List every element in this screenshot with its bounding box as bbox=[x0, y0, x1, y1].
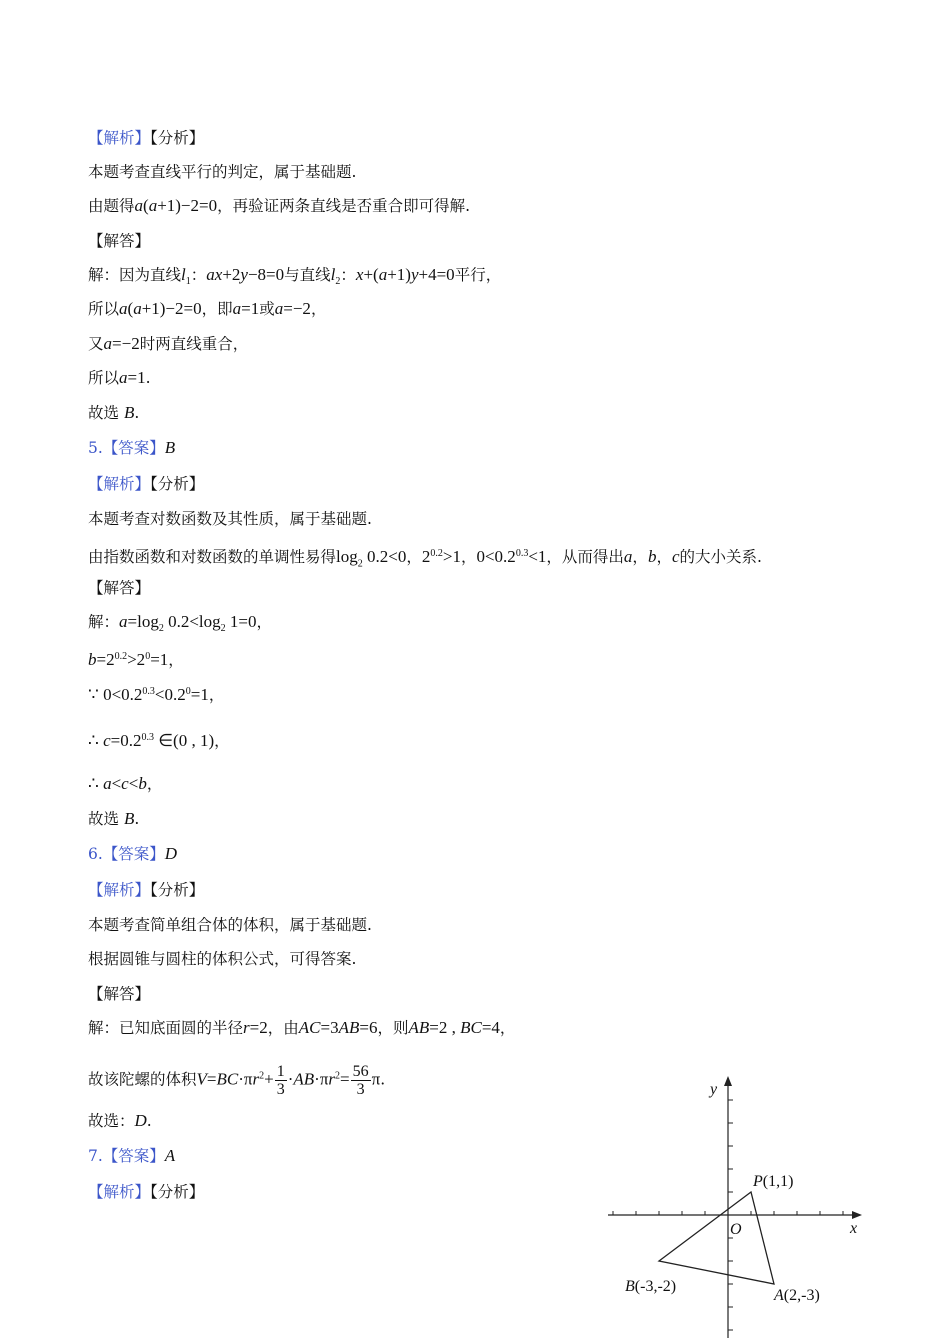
text-segment: A bbox=[164, 1146, 176, 1165]
text-segment: · bbox=[287, 1069, 294, 1089]
text-segment: B bbox=[123, 809, 135, 828]
text-line bbox=[88, 161, 356, 183]
text-segment: 本题考查简单组合体的体积，属于基础题. bbox=[88, 916, 372, 934]
text-line bbox=[88, 264, 501, 293]
text-segment: b bbox=[138, 774, 147, 793]
text-segment: 2 bbox=[220, 623, 226, 635]
text-segment: c bbox=[121, 774, 129, 793]
text-segment: 2 bbox=[357, 558, 363, 570]
text-segment: 平行， bbox=[454, 266, 502, 284]
text-segment: B bbox=[164, 438, 176, 457]
text-segment: D bbox=[164, 844, 178, 863]
text-segment: = bbox=[206, 1069, 217, 1089]
text-segment: =2 , bbox=[429, 1018, 461, 1037]
coordinate-figure bbox=[600, 1070, 870, 1342]
text-segment: ax bbox=[206, 265, 223, 284]
text-line bbox=[88, 646, 184, 671]
text-segment: a bbox=[103, 774, 112, 793]
text-segment: x bbox=[355, 265, 364, 284]
text-line bbox=[88, 437, 175, 459]
section-label: 【解析】 bbox=[88, 475, 151, 493]
text-segment: 0.2 bbox=[430, 548, 443, 559]
text-segment: <1 bbox=[528, 547, 547, 567]
text-segment: 0.2<log bbox=[163, 612, 221, 631]
origin-label: O bbox=[730, 1221, 742, 1238]
text-line bbox=[88, 543, 762, 575]
point-label-a: A(2,-3) bbox=[774, 1287, 820, 1304]
text-segment: 0 bbox=[185, 686, 191, 697]
text-segment: ，从而得出 bbox=[546, 548, 624, 567]
text-segment: 故选 bbox=[88, 404, 124, 422]
text-segment: 【分析】 bbox=[150, 881, 205, 899]
text-segment: ， bbox=[256, 613, 272, 631]
text-segment: 由指数函数和对数函数的单调性易得 bbox=[88, 548, 337, 567]
text-segment: V bbox=[196, 1069, 207, 1089]
text-segment: 1=0 bbox=[225, 612, 257, 631]
text-segment: 时两直线重合， bbox=[139, 335, 249, 353]
text-segment: −8=0 bbox=[247, 265, 285, 284]
x-axis-label: x bbox=[850, 1220, 858, 1237]
text-segment: 故选： bbox=[88, 1112, 135, 1130]
text-line bbox=[88, 473, 204, 495]
text-segment: ∴ bbox=[88, 731, 104, 751]
text-segment: 本题考查直线平行的判定，属于基础题. bbox=[88, 163, 357, 181]
text-segment: 解：已知底面圆的半径 bbox=[88, 1019, 244, 1037]
text-segment: 【解答】 bbox=[88, 232, 151, 250]
text-segment: a bbox=[119, 299, 128, 318]
text-segment: ， bbox=[499, 1019, 516, 1037]
text-segment: 0.3 bbox=[141, 732, 154, 743]
text-segment: AB bbox=[293, 1069, 315, 1089]
text-segment: log bbox=[336, 547, 358, 567]
text-segment: ( bbox=[143, 196, 149, 215]
text-segment: =1 bbox=[150, 650, 169, 670]
text-segment: AB bbox=[408, 1018, 430, 1037]
text-segment: b bbox=[88, 650, 97, 670]
text-segment: r bbox=[252, 1069, 260, 1089]
text-segment: 2 bbox=[158, 623, 164, 635]
text-line bbox=[88, 333, 248, 355]
text-line bbox=[88, 611, 272, 640]
text-line bbox=[88, 402, 139, 424]
text-segment: ，则 bbox=[377, 1019, 409, 1037]
text-segment: 【分析】 bbox=[150, 475, 205, 493]
text-segment: 由题得 bbox=[88, 197, 135, 215]
text-segment: 【解答】 bbox=[88, 579, 151, 597]
text-line bbox=[88, 127, 204, 149]
text-segment: a bbox=[148, 196, 158, 215]
text-segment: B bbox=[123, 403, 135, 422]
text-segment: ， bbox=[310, 300, 327, 318]
text-segment: ( bbox=[127, 299, 134, 318]
y-axis-arrow bbox=[724, 1076, 732, 1086]
text-segment: 故该陀螺的体积 bbox=[88, 1070, 197, 1089]
text-segment: ∴ bbox=[88, 774, 104, 793]
text-line bbox=[88, 983, 150, 1005]
text-segment: ·π bbox=[238, 1069, 253, 1089]
text-segment: 0<0.2 bbox=[476, 547, 516, 567]
text-segment: +1)−2=0 bbox=[157, 196, 218, 215]
section-label: 6.【答案】 bbox=[88, 845, 165, 863]
text-segment: +1) bbox=[387, 265, 411, 284]
text-segment: ·π bbox=[314, 1069, 329, 1089]
text-segment: ， bbox=[460, 548, 477, 567]
text-segment: a bbox=[134, 196, 144, 215]
text-segment: 0.2 bbox=[114, 651, 128, 662]
text-segment: 故选 bbox=[88, 810, 124, 828]
text-segment: =2 bbox=[96, 650, 115, 670]
text-segment: a bbox=[103, 334, 113, 353]
text-line bbox=[88, 230, 150, 252]
text-segment: 与直线 bbox=[284, 266, 331, 284]
text-segment: AB bbox=[338, 1018, 360, 1037]
text-segment: 解： bbox=[88, 613, 120, 631]
text-segment: 2 bbox=[335, 276, 341, 288]
text-segment: ， bbox=[632, 548, 648, 567]
text-segment: < bbox=[111, 774, 122, 793]
text-line bbox=[88, 681, 224, 706]
text-segment: 2 bbox=[421, 547, 431, 567]
text-line bbox=[88, 773, 162, 795]
text-segment: +( bbox=[363, 265, 379, 284]
text-segment: 的大小关系. bbox=[679, 548, 762, 567]
fraction: $\frac{56}{3}$ bbox=[352, 1063, 369, 1098]
y-axis-label: y bbox=[710, 1081, 718, 1098]
text-segment: =0.2 bbox=[110, 731, 142, 751]
text-segment: . bbox=[134, 810, 140, 828]
text-segment: 2 bbox=[335, 1070, 341, 1082]
text-segment: AC bbox=[298, 1018, 321, 1037]
text-line bbox=[88, 843, 177, 865]
text-segment: 本题考查对数函数及其性质，属于基础题. bbox=[88, 510, 372, 528]
text-segment: l bbox=[330, 265, 336, 284]
text-segment: ，再验证两条直线是否重合即可得解. bbox=[217, 197, 471, 215]
text-segment: =4 bbox=[481, 1018, 500, 1037]
text-segment: 【分析】 bbox=[150, 1183, 205, 1201]
text-segment: BC bbox=[216, 1069, 239, 1089]
text-segment: +2 bbox=[222, 265, 241, 284]
text-segment: =6 bbox=[359, 1018, 378, 1037]
section-label: 5.【答案】 bbox=[88, 439, 165, 457]
text-segment: 根据圆锥与圆柱的体积公式，可得答案. bbox=[88, 950, 357, 968]
text-line bbox=[88, 1017, 515, 1039]
text-line bbox=[88, 1145, 175, 1167]
point-labels bbox=[625, 1081, 857, 1304]
text-segment: . bbox=[134, 404, 140, 422]
text-segment: l bbox=[181, 265, 186, 284]
text-line bbox=[88, 367, 151, 389]
text-segment: =1 bbox=[190, 685, 209, 705]
text-segment: ， bbox=[208, 686, 225, 705]
text-segment: ， bbox=[406, 548, 422, 567]
text-segment: ， bbox=[656, 548, 672, 567]
text-segment: >2 bbox=[127, 650, 146, 670]
text-segment: + bbox=[264, 1069, 274, 1089]
fraction: $\frac{1}{3}$ bbox=[276, 1063, 285, 1098]
text-segment: ， bbox=[146, 775, 163, 793]
text-segment: a bbox=[378, 265, 388, 284]
text-segment: r bbox=[328, 1069, 336, 1089]
text-segment: 0.3 bbox=[515, 548, 529, 559]
text-segment: r bbox=[243, 1018, 250, 1037]
text-segment: 又 bbox=[88, 335, 104, 353]
text-segment: π bbox=[371, 1069, 381, 1089]
text-segment: y bbox=[240, 265, 248, 284]
text-line bbox=[88, 879, 204, 901]
text-segment: =2 bbox=[249, 1018, 268, 1037]
text-segment: . bbox=[380, 1070, 386, 1089]
text-line bbox=[88, 1181, 204, 1203]
text-segment: = bbox=[340, 1069, 350, 1089]
text-segment: =1 bbox=[241, 299, 260, 318]
text-segment: a bbox=[232, 299, 242, 318]
text-line bbox=[88, 1110, 152, 1132]
text-line bbox=[88, 948, 356, 970]
text-segment: BC bbox=[460, 1018, 482, 1037]
text-segment: . bbox=[146, 1112, 152, 1130]
text-segment: 解：因为直线 bbox=[88, 266, 182, 284]
text-segment: ： bbox=[190, 266, 207, 284]
text-segment: . bbox=[145, 369, 151, 387]
text-segment: a bbox=[119, 368, 128, 387]
text-segment: +1)−2=0 bbox=[141, 299, 202, 318]
text-segment: =1 bbox=[127, 368, 146, 387]
text-segment: 所以 bbox=[88, 300, 120, 318]
text-segment: <0.2 bbox=[154, 685, 186, 705]
text-segment: c bbox=[671, 547, 680, 567]
text-segment: b bbox=[647, 547, 657, 567]
point-label-b: B(-3,-2) bbox=[625, 1278, 677, 1295]
text-line bbox=[88, 195, 470, 217]
text-line bbox=[88, 1063, 385, 1098]
text-segment: 【解答】 bbox=[88, 985, 151, 1003]
text-line bbox=[88, 508, 372, 530]
section-label: 【解析】 bbox=[88, 1183, 151, 1201]
text-line bbox=[88, 298, 326, 320]
section-label: 【解析】 bbox=[88, 881, 151, 899]
text-segment: 1 bbox=[185, 276, 191, 288]
text-segment: =−2 bbox=[283, 299, 311, 318]
text-segment: 0 bbox=[145, 651, 151, 662]
text-segment: a bbox=[274, 299, 284, 318]
text-segment: 2 bbox=[259, 1070, 265, 1082]
text-segment: ∵ 0<0.2 bbox=[88, 685, 143, 705]
text-segment: 0.2<0 bbox=[362, 547, 407, 567]
text-line bbox=[88, 914, 372, 936]
text-segment: a bbox=[119, 612, 128, 631]
text-segment: 0.3 bbox=[142, 686, 155, 697]
text-segment: ∈(0 , 1) bbox=[153, 731, 215, 751]
text-segment: 所以 bbox=[88, 369, 120, 387]
x-axis-arrow bbox=[852, 1211, 862, 1219]
text-segment: =3 bbox=[320, 1018, 339, 1037]
section-label: 7.【答案】 bbox=[88, 1147, 165, 1165]
text-segment: >1 bbox=[442, 547, 461, 567]
text-segment: +4=0 bbox=[418, 265, 455, 284]
text-segment: ： bbox=[340, 266, 356, 284]
text-segment: =log bbox=[127, 612, 159, 631]
text-segment: < bbox=[128, 774, 139, 793]
axes bbox=[608, 1076, 862, 1338]
text-line bbox=[88, 727, 230, 752]
text-segment: a bbox=[623, 547, 633, 567]
triangle-pab bbox=[659, 1192, 774, 1284]
text-segment: D bbox=[134, 1111, 147, 1130]
point-label-p: P(1,1) bbox=[753, 1173, 794, 1190]
text-segment: ，由 bbox=[267, 1019, 299, 1037]
text-segment: 或 bbox=[259, 300, 275, 318]
text-line bbox=[88, 577, 150, 599]
text-segment: y bbox=[410, 265, 419, 284]
text-segment: =−2 bbox=[112, 334, 140, 353]
section-label: 【解析】 bbox=[88, 129, 151, 147]
text-segment: c bbox=[103, 731, 111, 751]
text-line bbox=[88, 808, 139, 830]
text-segment: ， bbox=[168, 651, 184, 670]
text-segment: ， bbox=[214, 732, 230, 751]
text-segment: ，即 bbox=[201, 300, 233, 318]
text-segment: a bbox=[133, 299, 142, 318]
text-segment: 【分析】 bbox=[150, 129, 205, 147]
